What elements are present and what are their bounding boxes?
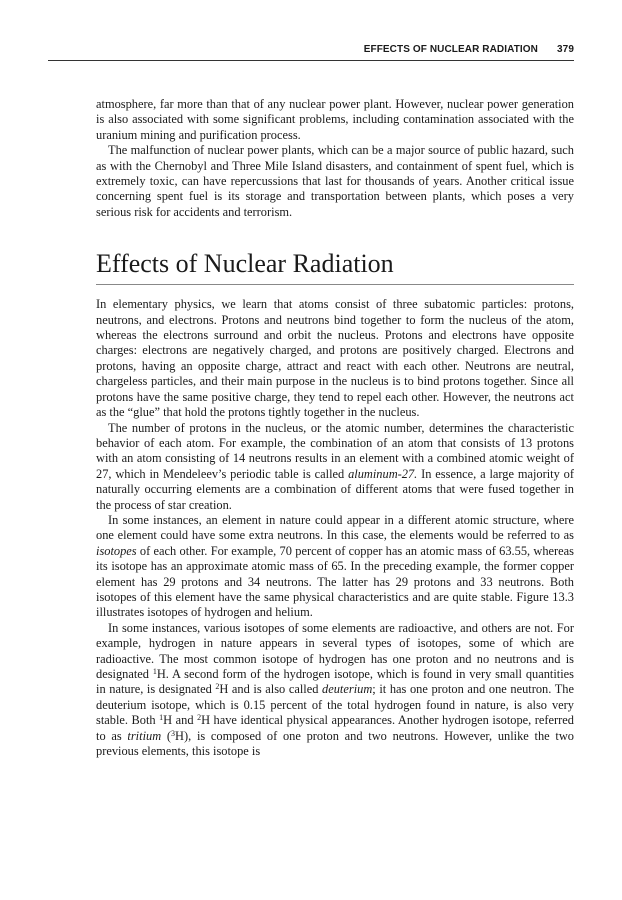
section-paragraph-2: The number of protons in the nucleus, or the atomic number, determines the characteristic behavior of each atom. For example, the combination of an atom that consists of 13 protons with an atom consisting of 14 neutrons results in an element with a combined atomic weight of 27, which in Mendeleev’s periodic table is called aluminum-27. In essence, a large majority of naturally occurring elements are a combination of different atoms that were fused together in the process of star creation. [96,420,574,512]
section-title: Effects of Nuclear Radiation [96,250,574,285]
term-isotopes: isotopes [96,543,137,558]
term-deuterium: deuterium [322,682,373,697]
header-rule [48,60,574,61]
section-paragraph-1: In elementary physics, we learn that atoms consist of three subatomic particles: protons, neutrons, and electrons. Protons and neutrons bind together to form the nucleus of the atom, whereas the electrons surround and orbit the nucleus. Protons and electrons have opposite charges: electrons are negatively charged, and protons are positively charged. Electrons and protons, having an opposite charge, attract and react with each other. Neutrons are neutral, chargeless particles, and their main purpose in the nucleus is to bind protons together. Since all protons have the same positive charge, they tend to repel each other. However, the neutrons act as the “glue” that hold the protons tightly together in the nucleus. [96,297,574,420]
intro-paragraph-1: atmosphere, far more than that of any nuclear power plant. However, nuclear power generation is also associated with some significant problems, including contamination associated with the uranium mining and purification process. [96,97,574,142]
running-title: EFFECTS OF NUCLEAR RADIATION [363,44,538,55]
page-number: 379 [557,44,574,55]
term-tritium: tritium [127,728,162,743]
section-paragraph-3: In some instances, an element in nature could appear in a different atomic structure, where one element could have some extra neutrons. In this case, the elements would be referred to as isotopes of each other. For example, 70 percent of copper has an atomic mass of 63.55, whereas its isotope has an approximate atomic mass of 65. In the preceding example, the former copper element has 29 protons and 34 neutrons. The latter has 29 protons and 33 neutrons. Both isotopes of this element have the same physical characteristics and are quite stable. Figure 13.3 illustrates isotopes of hydrogen and helium. [96,512,574,620]
intro-paragraph-2: The malfunction of nuclear power plants, which can be a major source of public hazard, such as with the Chernobyl and Three Mile Island disasters, and containment of spent fuel, which is extremely toxic, can have repercussions that last for thousands of years. Another critical issue concerning spent fuel is its storage and transportation between plants, which poses a very serious risk for accidents and terrorism. [96,143,574,219]
term-aluminum-27: aluminum-27. [348,466,418,481]
section-paragraph-4: In some instances, various isotopes of some elements are radioactive, and others are not. For example, hydrogen in nature appears in several types of isotopes, some of which are radioactive. The most common isotope of hydrogen has one proton and no neutrons and is designated $^1$H. A second form of the hydrogen isotope, which is found in very small quantities in nature, is designated $^2$H and is also called deuterium; it has one proton and one neutron. The deuterium isotope, which is 0.15 percent of the total hydrogen found in nature, is also very stable. Both $^1$H and $^2$H have identical physical appearances. Another hydrogen isotope, referred to as tritium ($^3$H), is composed of one proton and two neutrons. However, unlike the two previous elements, this isotope is [96,620,574,759]
page-body [96,97,574,759]
running-head [48,44,574,55]
